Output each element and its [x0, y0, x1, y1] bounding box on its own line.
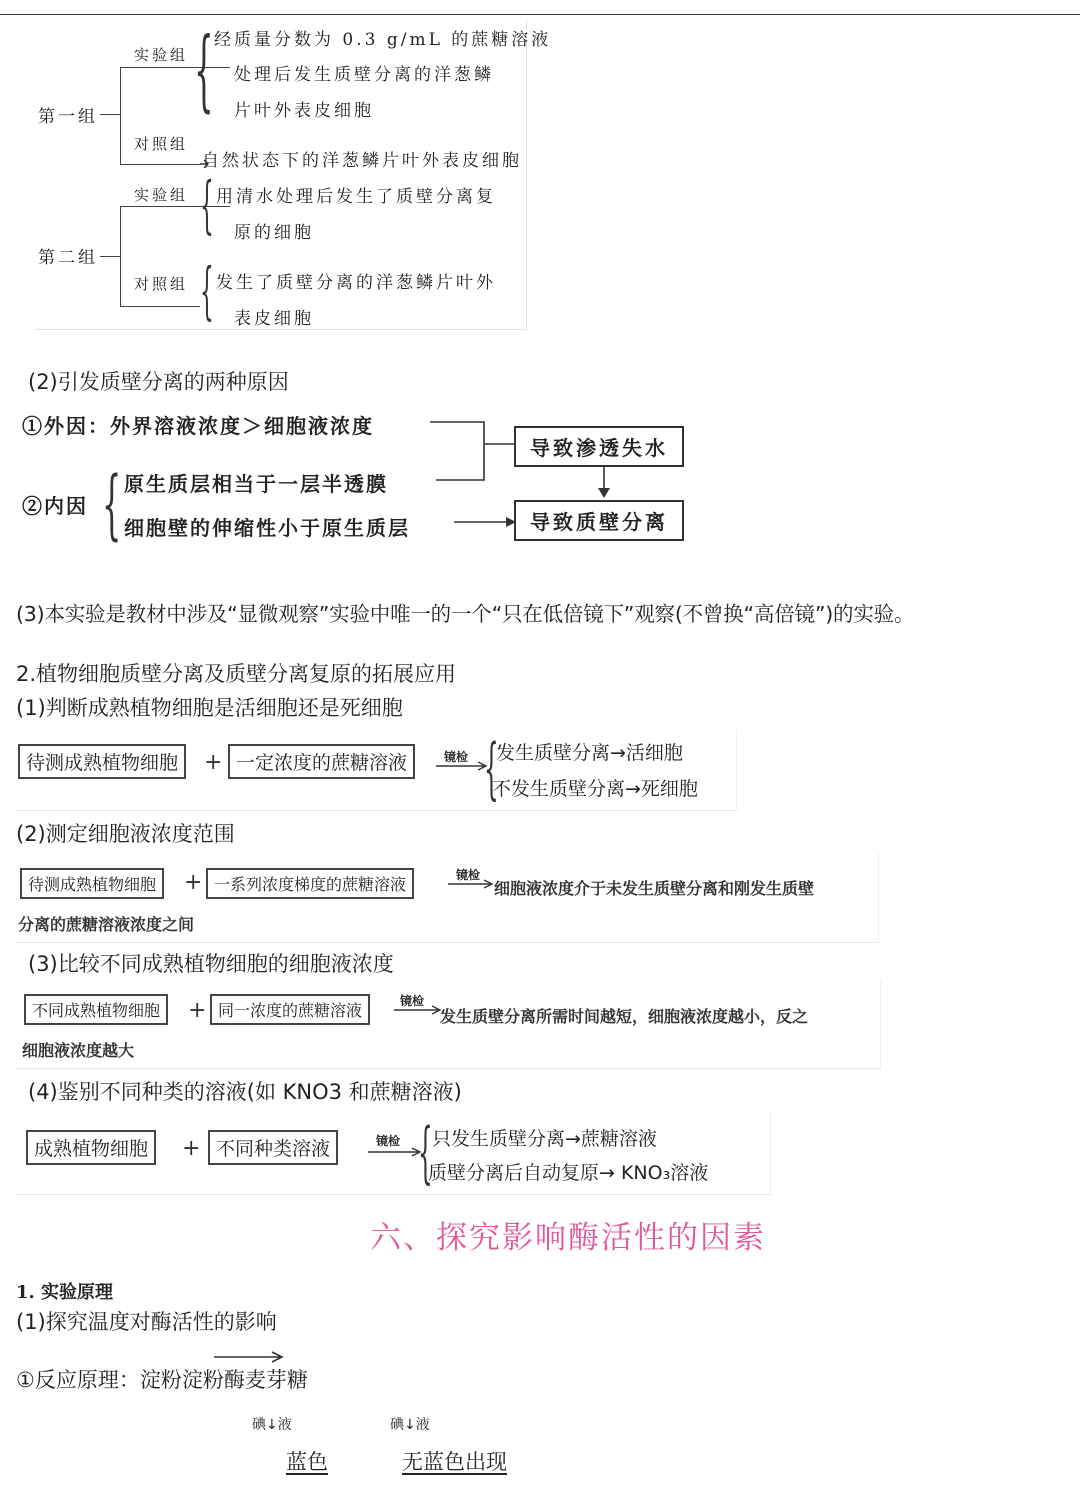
g2-ctrl-line1: 发生了质壁分离的洋葱鳞片叶外: [216, 273, 496, 293]
app4-box1: 成熟植物细胞: [26, 1130, 156, 1165]
app3-box2: 同一浓度的蔗糖溶液: [210, 994, 370, 1025]
app1-diagram: [16, 730, 737, 811]
app2-box1: 待测成熟植物细胞: [20, 868, 164, 899]
app4-arrow-icon: [366, 1146, 424, 1158]
app1-arrow-icon: [434, 760, 490, 772]
app1-box1: 待测成熟植物细胞: [18, 744, 186, 779]
app4-brace: {: [418, 1114, 433, 1191]
group2-label: 第二组: [38, 248, 98, 268]
plus-icon: +: [188, 998, 207, 1023]
internal-label: ②内因: [22, 494, 88, 518]
g2-exp-label: 实验组: [134, 186, 189, 204]
plus-icon: +: [184, 870, 203, 895]
sec3-text: (3)本实验是教材中涉及“显微观察”实验中唯一的一个“只在低倍镜下”观察(不曾换“高倍镜”)的实验。: [16, 602, 915, 626]
app3-title: (3)比较不同成熟植物细胞的细胞液浓度: [28, 952, 394, 976]
app1-brace: {: [484, 730, 499, 807]
g1-exp-line2: 处理后发生质壁分离的洋葱鳞: [234, 65, 494, 85]
blue-result: 蓝色: [286, 1450, 328, 1474]
top-rule: [0, 14, 1080, 15]
g2-exp-line2: 原的细胞: [234, 223, 314, 243]
group1-label: 第一组: [38, 107, 98, 127]
app3-arrow-icon: [392, 1004, 444, 1016]
temp-title: (1)探究温度对酶活性的影响: [16, 1310, 277, 1334]
sec2-title: (2)引发质壁分离的两种原因: [28, 370, 289, 394]
g1-ctrl-label: 对照组: [134, 135, 189, 153]
app2-diagram: [16, 852, 879, 943]
g2-exp-brace: {: [200, 168, 214, 241]
internal-brace: {: [102, 459, 122, 548]
app4-box2: 不同种类溶液: [208, 1130, 338, 1165]
app4-result-1: 只发生质壁分离→蔗糖溶液: [432, 1128, 657, 1150]
app4-result-2: 质壁分离后自动复原→ KNO₃溶液: [428, 1162, 709, 1184]
external-cause: ①外因：外界溶液浓度＞细胞液浓度: [22, 414, 374, 438]
g2-ctrl-line2: 表皮细胞: [234, 309, 314, 329]
g2-ctrl-label: 对照组: [134, 275, 189, 293]
app2-title: (2)测定细胞液浓度范围: [16, 822, 235, 846]
app2-arrow-icon: [446, 878, 496, 890]
result-box-2: 导致质壁分离: [514, 500, 684, 541]
reasons-diagram: [22, 404, 702, 550]
g1-ctrl-text: 自然状态下的洋葱鳞片叶外表皮细胞: [202, 151, 522, 171]
app1-result-1: 发生质壁分离→活细胞: [496, 742, 683, 764]
app4-title: (4)鉴别不同种类的溶液(如 KNO3 和蔗糖溶液): [28, 1080, 462, 1104]
app1-title: (1)判断成熟植物细胞是活细胞还是死细胞: [16, 696, 403, 720]
app3-diagram: [16, 980, 881, 1069]
section6-title: 六、探究影响酶活性的因素: [370, 1220, 766, 1256]
app1-result-2: 不发生质壁分离→死细胞: [492, 778, 698, 800]
reaction-arrow-icon: [210, 1350, 290, 1364]
reaction-label: ①反应原理：淀粉淀粉酶麦芽糖: [16, 1368, 308, 1392]
app3-result-line1: 发生质壁分离所需时间越短，细胞液浓度越小，反之: [440, 1007, 809, 1026]
g1-exp-line3: 片叶外表皮细胞: [234, 101, 374, 121]
g1-exp-brace: {: [194, 18, 214, 121]
app4-diagram: [16, 1110, 771, 1195]
g2-exp-line1: 用清水处理后发生了质壁分离复: [216, 187, 496, 207]
app1-box2: 一定浓度的蔗糖溶液: [228, 744, 415, 779]
app2-result-line1: 细胞液浓度介于未发生质壁分离和刚发生质壁: [494, 879, 815, 898]
app3-result-line2: 细胞液浓度越大: [22, 1041, 135, 1060]
g1-exp-label: 实验组: [134, 46, 189, 64]
no-blue-result: 无蓝色出现: [402, 1450, 507, 1474]
principle-title: 1. 实验原理: [16, 1282, 114, 1303]
g1-exp-line1: 经质量分数为 0.3 g/mL 的蔗糖溶液: [214, 30, 552, 50]
internal-cause-1: 原生质层相当于一层半透膜: [124, 472, 388, 496]
g2-ctrl-brace: {: [200, 254, 214, 327]
app3-box1: 不同成熟植物细胞: [24, 994, 168, 1025]
app3-arrow-label: 镜检: [400, 994, 425, 1008]
part2-title: 2.植物细胞质壁分离及质壁分离复原的拓展应用: [16, 662, 457, 686]
app2-arrow-label: 镜检: [456, 868, 481, 882]
iodine-label-2: 碘↓液: [390, 1417, 430, 1433]
plus-icon: +: [204, 750, 223, 775]
iodine-label-1: 碘↓液: [252, 1417, 292, 1433]
app2-result-line2: 分离的蔗糖溶液浓度之间: [18, 915, 195, 934]
plus-icon: +: [182, 1136, 201, 1161]
experiment-group-tree: [34, 18, 552, 330]
app4-arrow-label: 镜检: [376, 1134, 401, 1148]
result-box-1: 导致渗透失水: [514, 426, 684, 467]
app2-box2: 一系列浓度梯度的蔗糖溶液: [206, 868, 414, 899]
internal-cause-2: 细胞壁的伸缩性小于原生质层: [124, 516, 410, 540]
app1-arrow-label: 镜检: [444, 750, 469, 764]
